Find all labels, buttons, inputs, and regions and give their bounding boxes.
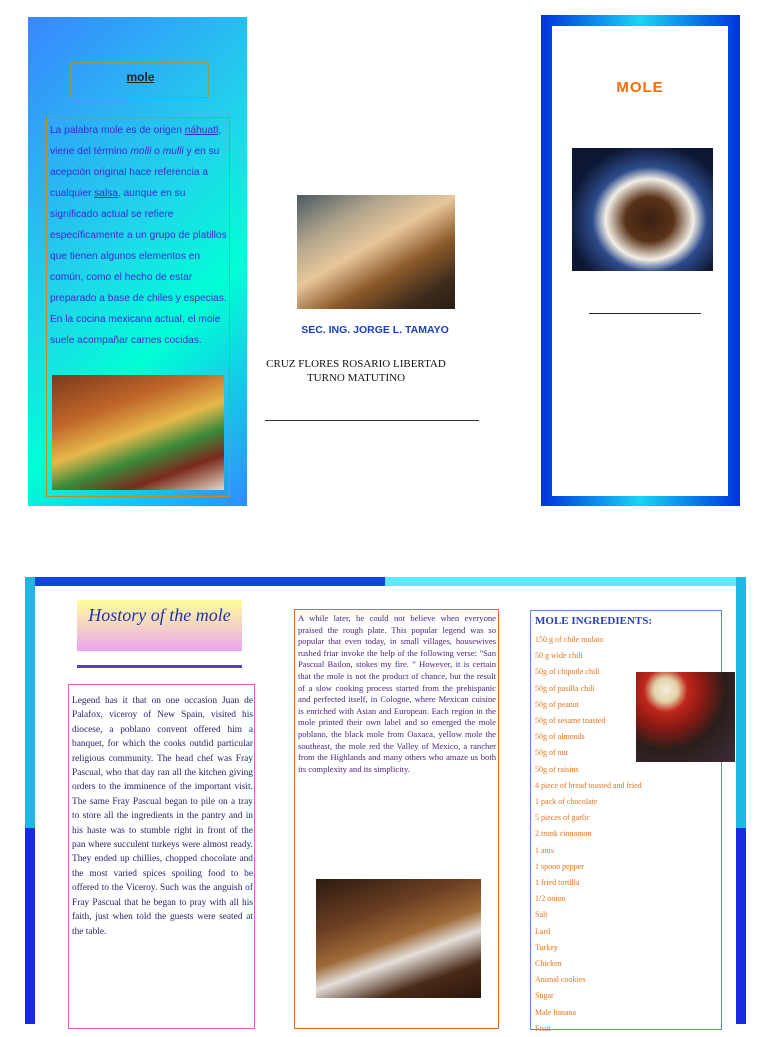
ingredient-item: 50g of chipotle chili [535, 667, 600, 677]
ingredient-item: Animal cookies [535, 975, 586, 985]
ingredient-item: 50 g wide chili [535, 651, 583, 661]
ingredient-item: 2 trunk cinnamon [535, 829, 592, 839]
intro-segment: y en su acepción original hace referencia a cualquier [50, 146, 220, 199]
frame-bar-blue [35, 577, 385, 586]
history-title: Hostory of the mole [88, 605, 231, 625]
ingredient-item: 1 anis [535, 845, 554, 855]
intro-term: molli [130, 146, 152, 157]
intro-segment: o [151, 146, 163, 157]
legend-box [68, 684, 255, 1029]
ingredient-item: 50g of almonds [535, 732, 585, 742]
cooking-photo [316, 879, 481, 998]
student-name: CRUZ FLORES ROSARIO LIBERTAD [266, 358, 446, 370]
mole-label-box [70, 62, 209, 98]
ingredient-item: Turkey [535, 942, 558, 952]
ingredient-item: 1 pack of chocolate [535, 797, 598, 807]
ingredient-item: 4 piece of bread toasted and fried [535, 780, 642, 790]
ingredient-item: Lard [535, 926, 551, 936]
ingredient-item: Chicken [535, 959, 562, 969]
spices-photo [52, 375, 224, 490]
intro-text [50, 120, 228, 351]
kitchen-photo [297, 195, 455, 309]
chili-photo [636, 672, 735, 762]
history-title-box [77, 600, 242, 651]
student-info [250, 357, 462, 385]
cover-rule [265, 420, 479, 421]
ingredient-item: Fruit [535, 1023, 551, 1033]
ingredient-item: 50g of peanut [535, 699, 579, 709]
ingredient-item: 50g of pasilla chili [535, 683, 595, 693]
legend-text: Legend has it that on one occasion Juan de Palafox, viceroy of New Spain, visited his diocese, a poblano convent offered him a banquet, for which the cooks outdid particular religious community. The head chef was Fray Pascual, who that day ran all the kitchen giving orders to the imminence of the important visit. The same Fray Pascual began to pile on a tray to store all the ingredients in the pantry and in his haste was to stumble right in front of the pan where succulent turkeys were almost ready. They ended up chillies, chopped chocolate and the most varied spices spoiling food to be offered to the Viceroy. Such was the anguish of Fray Pascual that he began to pray with all his faith, just when told the guests were seated at the table. [72, 696, 253, 937]
intro-segment: , aunque en su significado actual se refiere específicamente a un grupo de platillos que tienen algunos elementos en común, como el hecho de estar preparado a base de chiles y especias. En la cocina mexicana actual, el mole suele acompañar carnes cocidas. [50, 188, 227, 346]
intro-link[interactable]: salsa [94, 188, 118, 199]
ingredient-item: 150 g of chile mulato [535, 635, 604, 644]
ingredient-item: 5 pieces of garlic [535, 813, 590, 823]
ingredient-item: 50g of sesame toasted [535, 716, 606, 726]
ingredient-item: 1 fried tortilla [535, 878, 580, 888]
intro-link[interactable]: náhuatl [184, 125, 219, 136]
ingredient-item: Sugar [535, 991, 554, 1001]
frame-side-left [25, 828, 35, 1024]
frame-side-right [736, 828, 746, 1024]
ingredient-item: Male banana [535, 1007, 577, 1017]
mole-plate-photo [572, 148, 713, 271]
frame-bar-cyan [385, 577, 736, 586]
school-name: SEC. ING. JORGE L. TAMAYO [301, 324, 449, 336]
ingredient-item: Salt [535, 910, 548, 920]
ingredient-item: 50g of raisins [535, 764, 579, 774]
ingredient-item: 1 spoon pepper [535, 861, 584, 871]
ingredient-item: 1/2 onion [535, 894, 566, 904]
story-text: A while later, he could not believe when everyone praised the rough plate. This popular legend was so popular that even today, in small villages, housewives rushed friar invoke the help of the following verse: "San Pascual Bailon, stokes my fire. " However, it is certain that the mole is not the product of chance, but the result of a slow cooking process started from the prehispanic and perfected itself, in Cologne, where Mexican cuisine is enriched with Asian and European. Each region in the mole printed their own label and so emerged the mole poblano, the black mole from Oaxaca, yellow mole the southeast, the mole red the Valley of Mexico, a rancher from the Highlands and many others who amaze us both its complexity and its simplicity. [298, 613, 496, 774]
intro-segment: La palabra mole es de origen [50, 125, 185, 136]
title-rule [589, 313, 701, 314]
ingredient-item: 50g of nut [535, 748, 568, 758]
brochure-title: MOLE [616, 79, 664, 96]
ingredients-title: MOLE INGREDIENTS: [535, 615, 653, 627]
mole-label: mole [126, 70, 155, 84]
intro-term: mulli [162, 146, 184, 157]
history-rule [77, 665, 242, 668]
intro-segment: , viene del término [50, 125, 222, 157]
shift-label: TURNO MATUTINO [306, 372, 406, 384]
